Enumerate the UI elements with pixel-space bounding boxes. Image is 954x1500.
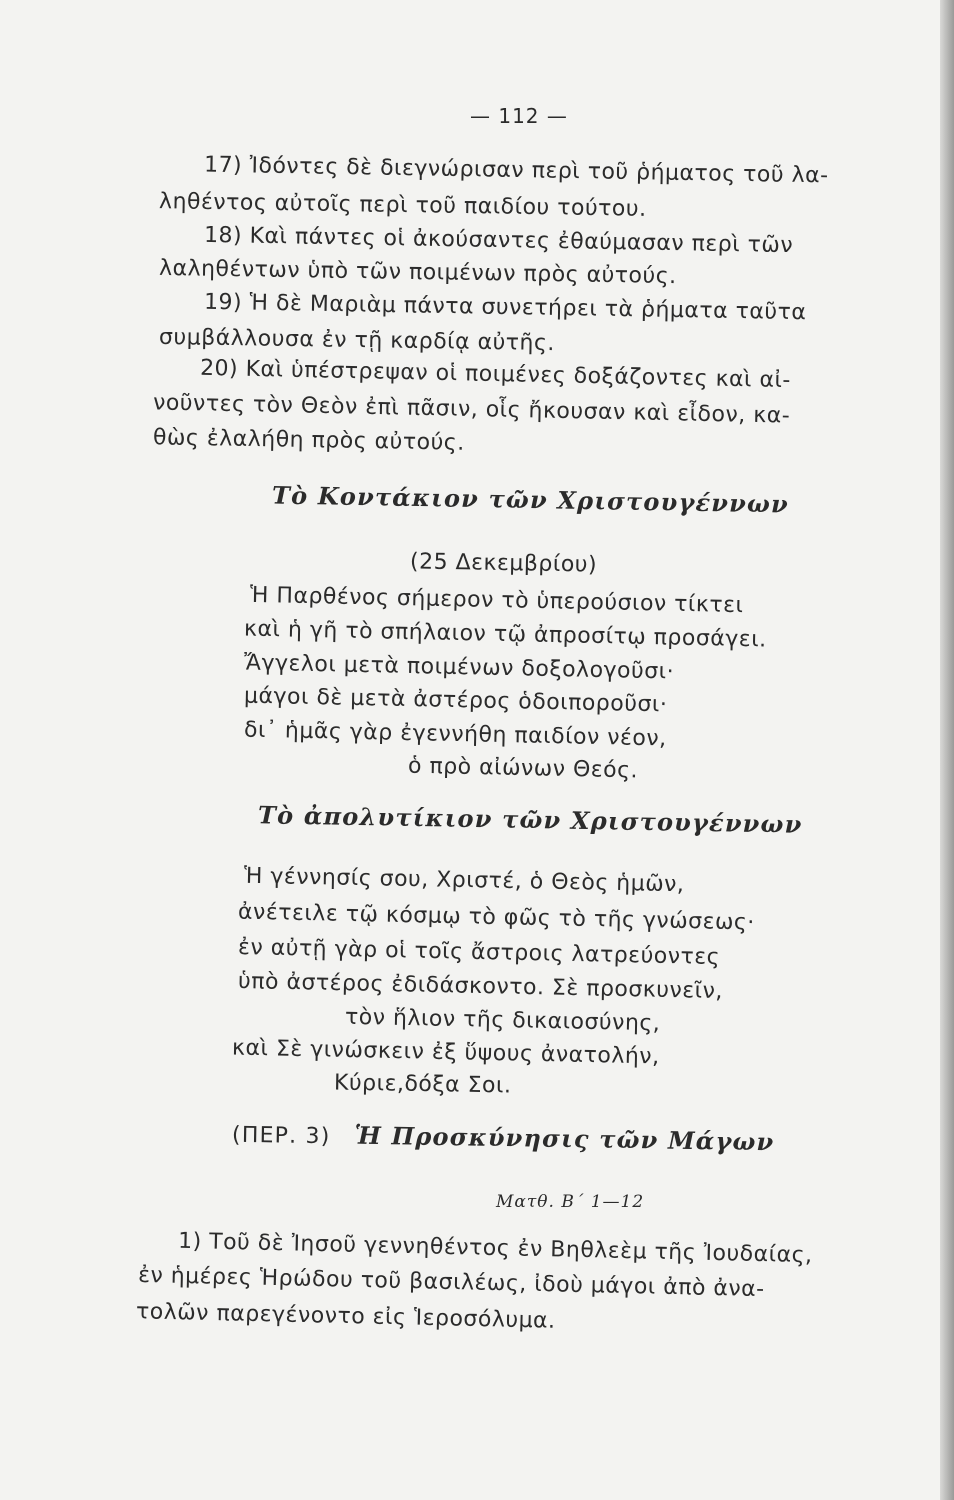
hymn-line: ἀνέτειλε τῷ κόσμῳ τὸ φῶς τὸ τῆς γνώσεως· bbox=[237, 899, 756, 936]
hymn-line: Κύριε,δόξα Σοι. bbox=[333, 1070, 512, 1099]
verse-line: 1) Τοῦ δὲ Ἰησοῦ γεννηθέντος ἐν Βηθλεὲμ τῆς Ἰουδαίας, bbox=[177, 1228, 813, 1269]
kontakion-date: (25 Δεκεμβρίου) bbox=[409, 549, 598, 578]
scripture-reference: Ματθ. Β΄ 1—12 bbox=[496, 1192, 645, 1212]
apolytikion-title: Τὸ ἀπολυτίκιον τῶν Χριστουγέννων bbox=[257, 800, 803, 839]
hymn-line: καὶ Σὲ γινώσκειν ἐξ ὕψους ἀνατολήν, bbox=[231, 1035, 660, 1070]
verse-line: 19) Ἡ δὲ Μαριὰμ πάντα συνετήρει τὰ ῥήματα ταῦτα bbox=[203, 289, 807, 326]
hymn-line: δι᾽ ἡμᾶς γὰρ ἐγεννήθη παιδίον νέον, bbox=[243, 717, 667, 752]
verse-line: θὼς ἐλαλήθη πρὸς αὐτούς. bbox=[152, 425, 465, 456]
section-title: Ἡ Προσκύνησις τῶν Μάγων bbox=[354, 1120, 775, 1157]
page-number: — 112 — bbox=[470, 104, 568, 128]
verse-line: νοῦντες τὸν Θεὸν ἐπὶ πᾶσιν, οἷς ἤκουσαν καὶ εἶδον, κα- bbox=[152, 390, 791, 429]
verse-line: λαληθέντων ὑπὸ τῶν ποιμένων πρὸς αὐτούς. bbox=[158, 255, 677, 290]
hymn-line: ἐν αὐτῇ γὰρ οἱ τοῖς ἄστροις λατρεύοντες bbox=[237, 934, 721, 971]
verse-line: τολῶν παρεγένοντο εἰς Ἱεροσόλυμα. bbox=[135, 1299, 556, 1334]
hymn-line: Ἡ γέννησίς σου, Χριστέ, ὁ Θεὸς ἡμῶν, bbox=[243, 863, 685, 898]
verse-line: 18) Καὶ πάντες οἱ ἀκούσαντες ἐθαύμασαν περὶ τῶν bbox=[203, 222, 794, 259]
page-edge-shadow bbox=[940, 0, 954, 1500]
verse-line: συμβάλλουσα ἐν τῇ καρδίᾳ αὐτῆς. bbox=[158, 324, 556, 357]
hymn-line: Ἡ Παρθένος σήμερον τὸ ὑπερούσιον τίκτει bbox=[249, 582, 744, 619]
hymn-line: καὶ ἡ γῆ τὸ σπήλαιον τῷ ἀπροσίτῳ προσάγει. bbox=[243, 616, 767, 653]
section-header bbox=[232, 1122, 775, 1156]
kontakion-title: Τὸ Κοντάκιον τῶν Χριστουγέννων bbox=[271, 480, 790, 519]
verse-line: ἐν ἡμέρες Ἡρώδου τοῦ βασιλέως, ἰδοὺ μάγοι ἀπὸ ἀνα- bbox=[137, 1262, 765, 1303]
verse-line: 20) Καὶ ὑπέστρεψαν οἱ ποιμένες δοξάζοντες καὶ αἰ- bbox=[199, 355, 792, 394]
verse-line: 17) Ἰδόντες δὲ διεγνώρισαν περὶ τοῦ ῥήματος τοῦ λα- bbox=[203, 152, 829, 189]
verse-line: ληθέντος αὐτοῖς περὶ τοῦ παιδίου τούτου. bbox=[158, 189, 647, 222]
section-label: (ΠΕΡ. 3) bbox=[231, 1122, 331, 1150]
hymn-line: ὁ πρὸ αἰώνων Θεός. bbox=[407, 753, 639, 784]
hymn-line: Ἄγγελοι μετὰ ποιμένων δοξολογοῦσι· bbox=[243, 650, 675, 685]
hymn-line: μάγοι δὲ μετὰ ἀστέρος ὁδοιποροῦσι· bbox=[243, 683, 668, 718]
hymn-line: τὸν ἥλιον τῆς δικαιοσύνης, bbox=[344, 1004, 661, 1037]
hymn-line: ὑπὸ ἀστέρος ἐδιδάσκοντο. Σὲ προσκυνεῖν, bbox=[237, 968, 724, 1005]
